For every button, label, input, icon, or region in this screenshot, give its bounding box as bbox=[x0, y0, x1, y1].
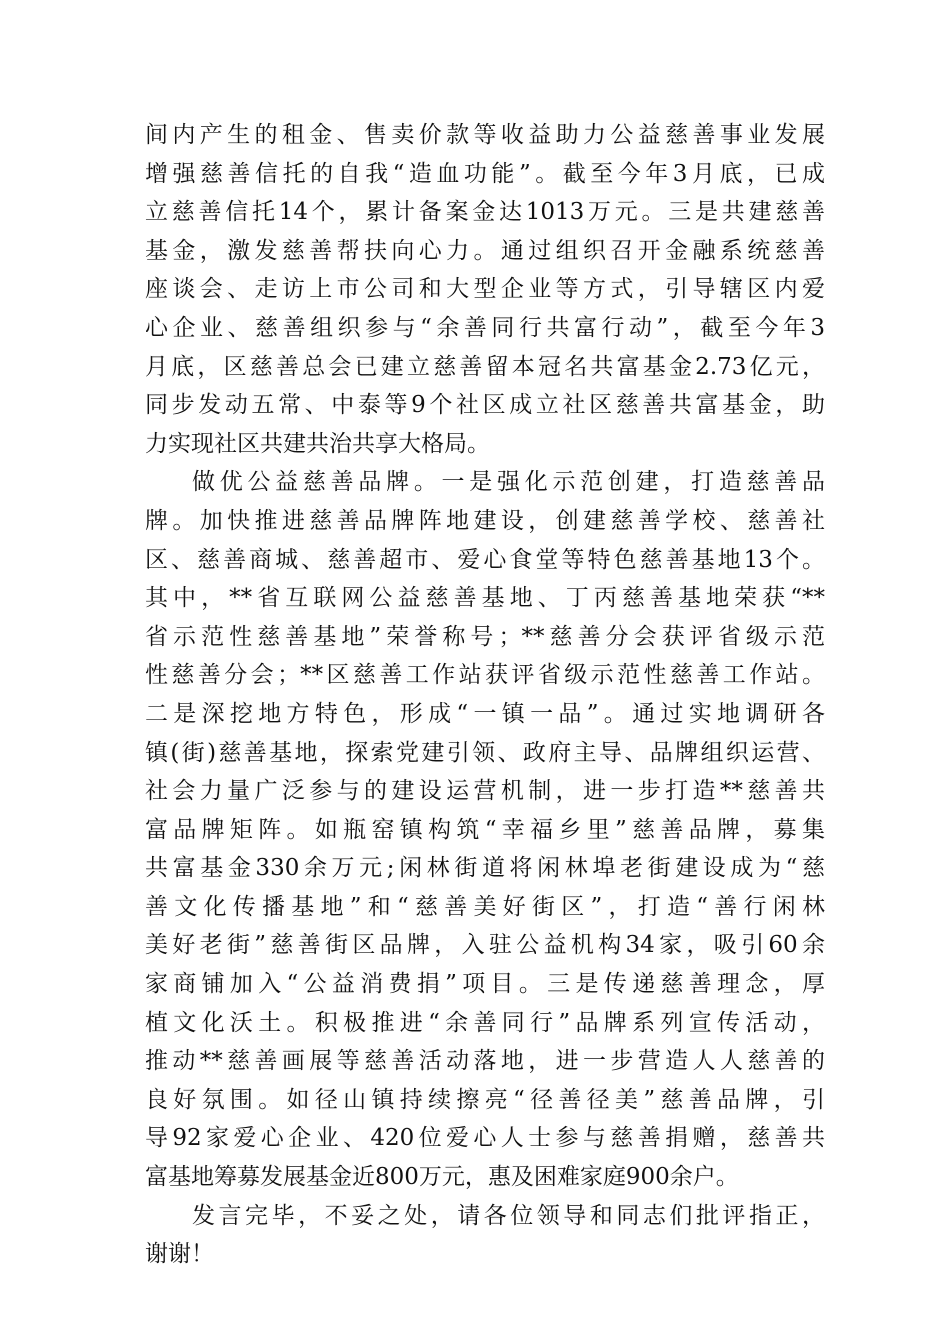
text-line: 推动**慈善画展等慈善活动落地，进一步营造人人慈善的 bbox=[145, 1048, 825, 1075]
text-line: 植文化沃土。积极推进“余善同行”品牌系列宣传活动， bbox=[145, 1009, 825, 1036]
text-line: 省示范性慈善基地”荣誉称号；**慈善分会获评省级示范 bbox=[145, 623, 825, 650]
text-line: 同步发动五常、中泰等9个社区成立社区慈善共富基金，助 bbox=[145, 392, 825, 419]
text-line: 共富基金330余万元;闲林街道将闲林埠老街建设成为“慈 bbox=[145, 855, 825, 882]
paragraph-charity-brand bbox=[145, 463, 825, 1196]
paragraph-closing-remarks bbox=[145, 1197, 825, 1274]
text-line: 富品牌矩阵。如瓶窑镇构筑“幸福乡里”慈善品牌，募集 bbox=[145, 816, 825, 843]
text-line: 美好老街”慈善街区品牌，入驻公益机构34家，吸引60余 bbox=[145, 932, 825, 959]
text-line: 社会力量广泛参与的建设运营机制，进一步打造**慈善共 bbox=[145, 778, 825, 805]
text-line: 做优公益慈善品牌。一是强化示范创建，打造慈善品 bbox=[192, 469, 825, 496]
document-body bbox=[145, 116, 825, 1274]
paragraph-trust-fund-continuation bbox=[145, 116, 825, 463]
text-line: 镇(街)慈善基地，探索党建引领、政府主导、品牌组织运营、 bbox=[145, 739, 825, 766]
text-line: 立慈善信托14个，累计备案金达1013万元。三是共建慈善 bbox=[145, 199, 825, 226]
text-line: 力实现社区共建共治共享大格局。 bbox=[145, 430, 490, 457]
text-line: 基金，激发慈善帮扶向心力。通过组织召开金融系统慈善 bbox=[145, 237, 825, 264]
text-line: 牌。加快推进慈善品牌阵地建设，创建慈善学校、慈善社 bbox=[145, 507, 825, 534]
text-line: 谢谢！ bbox=[145, 1241, 214, 1268]
text-line: 二是深挖地方特色，形成“一镇一品”。通过实地调研各 bbox=[145, 700, 825, 727]
text-line: 心企业、慈善组织参与“余善同行共富行动”，截至今年3 bbox=[145, 314, 825, 341]
text-line: 富基地筹募发展基金近800万元，惠及困难家庭900余户。 bbox=[145, 1164, 739, 1191]
text-line: 良好氛围。如径山镇持续擦亮“径善径美”慈善品牌，引 bbox=[145, 1086, 825, 1113]
text-line: 座谈会、走访上市公司和大型企业等方式，引导辖区内爱 bbox=[145, 276, 825, 303]
text-line: 增强慈善信托的自我“造血功能”。截至今年3月底，已成 bbox=[145, 160, 825, 187]
text-line: 家商铺加入“公益消费捐”项目。三是传递慈善理念，厚 bbox=[145, 971, 825, 998]
text-line: 性慈善分会；**区慈善工作站获评省级示范性慈善工作站。 bbox=[145, 662, 825, 689]
text-line: 导92家爱心企业、420位爱心人士参与慈善捐赠，慈善共 bbox=[145, 1125, 825, 1152]
text-line: 其中，**省互联网公益慈善基地、丁丙慈善基地荣获“** bbox=[145, 585, 825, 612]
text-line: 发言完毕，不妥之处，请各位领导和同志们批评指正， bbox=[192, 1202, 825, 1229]
text-line: 区、慈善商城、慈善超市、爱心食堂等特色慈善基地13个。 bbox=[145, 546, 825, 573]
text-line: 月底，区慈善总会已建立慈善留本冠名共富基金2.73亿元， bbox=[145, 353, 825, 380]
text-line: 间内产生的租金、售卖价款等收益助力公益慈善事业发展 bbox=[145, 122, 825, 148]
text-line: 善文化传播基地”和“慈善美好街区”，打造“善行闲林 bbox=[145, 893, 825, 920]
